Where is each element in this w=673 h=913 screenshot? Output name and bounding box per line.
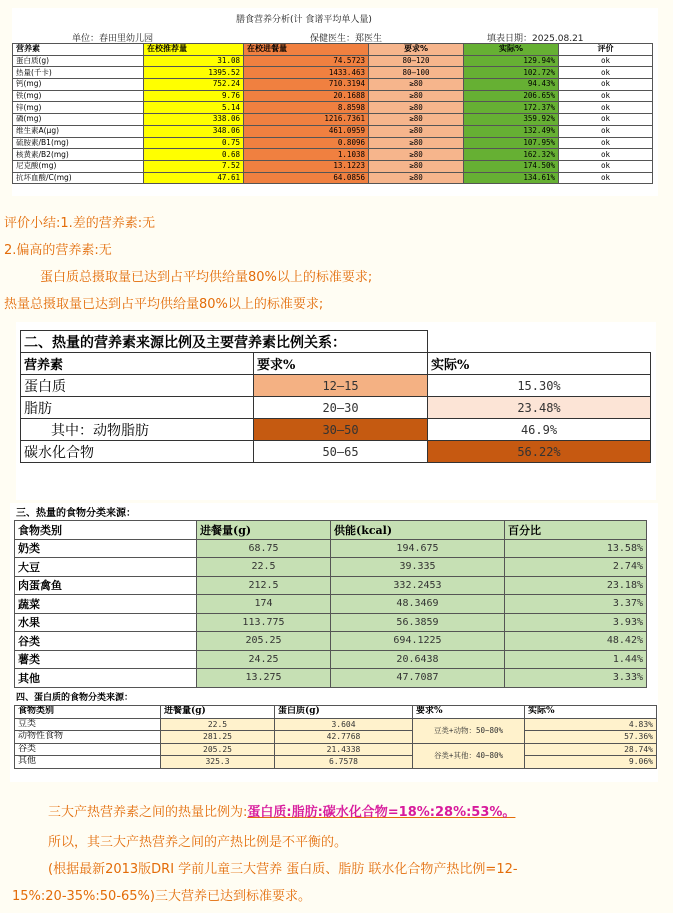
recommended-value: 0.68: [144, 149, 244, 161]
percent-value: 2.74%: [505, 558, 647, 577]
actual-value: 134.61%: [464, 172, 559, 184]
protein-source-table: [14, 705, 657, 769]
table1-doctor: 保健医生：郑医生: [310, 34, 383, 44]
intake-value: 64.0856: [244, 172, 369, 184]
nutrient-name: 蛋白质: [21, 375, 254, 397]
table-row: [21, 419, 651, 441]
energy-value: 332.2453: [331, 576, 505, 595]
required-value: ≥80: [369, 149, 464, 161]
recommended-value: 338.06: [144, 114, 244, 126]
nutrition-table: [12, 43, 653, 184]
table3-title: 三、热量的食物分类来源：: [16, 508, 136, 519]
nutrient-name: 钙(mg): [13, 79, 144, 91]
food-category: 其他: [15, 669, 197, 688]
evaluation: ok: [559, 67, 653, 79]
energy-value: 694.1225: [331, 632, 505, 651]
protein-value: 3.604: [275, 718, 413, 731]
intake-value: 1.1038: [244, 149, 369, 161]
food-category: 谷类: [15, 632, 197, 651]
intake-value: 22.5: [161, 718, 275, 731]
nutrition-analysis-sheet: [12, 8, 658, 196]
table-row: [15, 650, 647, 669]
table-row: [13, 149, 653, 161]
percent-value: 3.33%: [505, 669, 647, 688]
table-row: [21, 441, 651, 463]
actual-value: 57.36%: [525, 731, 657, 744]
table-row: [15, 576, 647, 595]
actual-value: 15.30%: [428, 375, 651, 397]
required-value: ≥80: [369, 137, 464, 149]
table4-title: 四、蛋白质的食物分类来源：: [16, 693, 134, 703]
header-cell: 食物类别: [15, 521, 197, 540]
ratio-value: 蛋白质:脂肪:碳水化合物=18%:28%:53%。: [247, 805, 516, 820]
table-row: [13, 90, 653, 102]
header-cell: 实际%: [464, 44, 559, 56]
nutrient-name: 抗坏血酸/C(mg): [13, 172, 144, 184]
protein-source-sheet: [10, 688, 658, 782]
intake-value: 205.25: [161, 743, 275, 756]
nutrient-name: 其中：动物脂肪: [21, 419, 254, 441]
evaluation: ok: [559, 79, 653, 91]
header-cell: 在校进餐量: [244, 44, 369, 56]
table-row: [13, 55, 653, 67]
energy-source-table: [20, 330, 651, 463]
actual-value: 56.22%: [428, 441, 651, 463]
actual-value: 23.48%: [428, 397, 651, 419]
conclusion-line-4: 15%:20-35%:50-65%)三大营养已达到标准要求。: [12, 889, 311, 904]
evaluation: ok: [559, 137, 653, 149]
nutrient-name: 维生素A(μg): [13, 125, 144, 137]
nutrient-name: 碳水化合物: [21, 441, 254, 463]
header-cell: 在校推荐量: [144, 44, 244, 56]
intake-value: 113.775: [197, 613, 331, 632]
table1-unit: 单位：春田里幼儿园: [72, 34, 154, 44]
header-cell: 食物类别: [15, 706, 161, 719]
protein-value: 6.7578: [275, 756, 413, 769]
header-cell: 营养素: [21, 353, 254, 375]
food-energy-table: [14, 520, 647, 688]
header-cell: 要求%: [254, 353, 428, 375]
energy-value: 194.675: [331, 539, 505, 558]
evaluation: ok: [559, 114, 653, 126]
intake-value: 20.1688: [244, 90, 369, 102]
intake-value: 205.25: [197, 632, 331, 651]
intake-value: 281.25: [161, 731, 275, 744]
nutrient-name: 蛋白质(g): [13, 55, 144, 67]
food-category: 奶类: [15, 539, 197, 558]
food-category: 豆类: [15, 718, 161, 731]
percent-value: 48.42%: [505, 632, 647, 651]
conclusion-line-3: (根据最新2013版DRI 学前儿童三大营养 蛋白质、脂肪 联水化合物产热比例=12-: [48, 862, 518, 877]
required-value: ≥80: [369, 114, 464, 126]
intake-value: 13.1223: [244, 160, 369, 172]
table-row: [21, 397, 651, 419]
evaluation: ok: [559, 125, 653, 137]
required-value: 50—65: [254, 441, 428, 463]
evaluation: ok: [559, 172, 653, 184]
table-row: [15, 613, 647, 632]
table-row: [15, 539, 647, 558]
nutrient-name: 核黄素/B2(mg): [13, 149, 144, 161]
conclusion-ratio: [48, 801, 515, 820]
header-cell: 要求%: [369, 44, 464, 56]
food-category: 肉蛋禽鱼: [15, 576, 197, 595]
table1-title: 膳食营养分析(计 食谱平均单人量): [236, 15, 372, 25]
required-value: ≥80: [369, 90, 464, 102]
table-header-row: [15, 706, 657, 719]
header-cell: 实际%: [525, 706, 657, 719]
energy-value: 47.7087: [331, 669, 505, 688]
table-row: [15, 743, 657, 756]
intake-value: 24.25: [197, 650, 331, 669]
table2-title: 二、热量的营养素来源比例及主要营养素比例关系：: [21, 331, 428, 353]
required-value: 12—15: [254, 375, 428, 397]
intake-value: 212.5: [197, 576, 331, 595]
evaluation: ok: [559, 160, 653, 172]
intake-value: 1216.7361: [244, 114, 369, 126]
actual-value: 4.83%: [525, 718, 657, 731]
table-row: [21, 375, 651, 397]
intake-value: 22.5: [197, 558, 331, 577]
table-row: [13, 137, 653, 149]
percent-value: 3.93%: [505, 613, 647, 632]
ratio-prefix: 三大产热营养素之间的热量比例为:: [48, 805, 248, 820]
required-value: ≥80: [369, 125, 464, 137]
header-cell: 营养素: [13, 44, 144, 56]
required-value: 30—50: [254, 419, 428, 441]
table-row: [15, 669, 647, 688]
table-header-row: [13, 44, 653, 56]
header-cell: 供能(kcal): [331, 521, 505, 540]
energy-value: 20.6438: [331, 650, 505, 669]
actual-value: 359.92%: [464, 114, 559, 126]
actual-value: 129.94%: [464, 55, 559, 67]
protein-value: 42.7768: [275, 731, 413, 744]
recommended-value: 47.61: [144, 172, 244, 184]
actual-value: 9.06%: [525, 756, 657, 769]
summary-line-4: 热量总摄取量已达到占平均供给量80%以上的标准要求;: [4, 297, 324, 312]
table-row: [15, 632, 647, 651]
intake-value: 461.0959: [244, 125, 369, 137]
table-row: [15, 558, 647, 577]
intake-value: 68.75: [197, 539, 331, 558]
energy-source-sheet: [16, 322, 656, 500]
intake-value: 74.5723: [244, 55, 369, 67]
evaluation: ok: [559, 55, 653, 67]
table-row: [13, 102, 653, 114]
food-category: 大豆: [15, 558, 197, 577]
actual-value: 162.32%: [464, 149, 559, 161]
table1-date: 填表日期：2025.08.21: [487, 34, 584, 44]
nutrient-name: 脂肪: [21, 397, 254, 419]
required-value: 20—30: [254, 397, 428, 419]
intake-value: 8.8598: [244, 102, 369, 114]
percent-value: 3.37%: [505, 595, 647, 614]
requirement-value: 谷类+其他：40~80%: [413, 743, 525, 768]
intake-value: 1433.463: [244, 67, 369, 79]
intake-value: 710.3194: [244, 79, 369, 91]
intake-value: 325.3: [161, 756, 275, 769]
table-row: [15, 731, 657, 744]
header-cell: 要求%: [413, 706, 525, 719]
intake-value: 0.8096: [244, 137, 369, 149]
food-energy-sheet: [10, 503, 658, 688]
header-cell: 评价: [559, 44, 653, 56]
food-category: 谷类: [15, 743, 161, 756]
required-value: 80—120: [369, 55, 464, 67]
evaluation: ok: [559, 149, 653, 161]
food-category: 其他: [15, 756, 161, 769]
requirement-value: 豆类+动物：50~80%: [413, 718, 525, 743]
nutrient-name: 锌(mg): [13, 102, 144, 114]
table-row: [15, 595, 647, 614]
required-value: ≥80: [369, 102, 464, 114]
evaluation: ok: [559, 90, 653, 102]
recommended-value: 7.52: [144, 160, 244, 172]
actual-value: 174.50%: [464, 160, 559, 172]
energy-value: 39.335: [331, 558, 505, 577]
nutrient-name: 热量(千卡): [13, 67, 144, 79]
recommended-value: 31.08: [144, 55, 244, 67]
actual-value: 94.43%: [464, 79, 559, 91]
actual-value: 172.37%: [464, 102, 559, 114]
recommended-value: 1395.52: [144, 67, 244, 79]
actual-value: 206.65%: [464, 90, 559, 102]
percent-value: 23.18%: [505, 576, 647, 595]
table-row: [13, 114, 653, 126]
required-value: ≥80: [369, 160, 464, 172]
recommended-value: 9.76: [144, 90, 244, 102]
nutrient-name: 尼克酸(mg): [13, 160, 144, 172]
table-row: [13, 160, 653, 172]
header-cell: 蛋白质(g): [275, 706, 413, 719]
recommended-value: 5.14: [144, 102, 244, 114]
table-row: [13, 125, 653, 137]
summary-line-1: 评价小结:1.差的营养素:无: [4, 216, 156, 231]
summary-line-2: 2.偏高的营养素:无: [4, 243, 112, 258]
table-header-row: [15, 521, 647, 540]
table-row: [13, 67, 653, 79]
table-row: [13, 172, 653, 184]
header-cell: 实际%: [428, 353, 651, 375]
recommended-value: 0.75: [144, 137, 244, 149]
nutrient-name: 磷(mg): [13, 114, 144, 126]
table-header-row: [21, 353, 651, 375]
food-category: 水果: [15, 613, 197, 632]
percent-value: 13.58%: [505, 539, 647, 558]
energy-value: 48.3469: [331, 595, 505, 614]
actual-value: 107.95%: [464, 137, 559, 149]
actual-value: 102.72%: [464, 67, 559, 79]
header-cell: 进餐量(g): [197, 521, 331, 540]
food-category: 蔬菜: [15, 595, 197, 614]
energy-value: 56.3859: [331, 613, 505, 632]
actual-value: 28.74%: [525, 743, 657, 756]
summary-line-3: 蛋白质总摄取量已达到占平均供给量80%以上的标准要求;: [40, 270, 373, 285]
protein-value: 21.4338: [275, 743, 413, 756]
food-category: 动物性食物: [15, 731, 161, 744]
table-row: [15, 718, 657, 731]
table-row: [15, 756, 657, 769]
header-cell: 进餐量(g): [161, 706, 275, 719]
food-category: 薯类: [15, 650, 197, 669]
percent-value: 1.44%: [505, 650, 647, 669]
required-value: ≥80: [369, 79, 464, 91]
required-value: 80—100: [369, 67, 464, 79]
conclusion-line-2: 所以，其三大产热营养之间的产热比例是不平衡的。: [48, 835, 348, 850]
actual-value: 46.9%: [428, 419, 651, 441]
recommended-value: 752.24: [144, 79, 244, 91]
nutrient-name: 硫胺素/B1(mg): [13, 137, 144, 149]
recommended-value: 348.06: [144, 125, 244, 137]
table-row: [13, 79, 653, 91]
required-value: ≥80: [369, 172, 464, 184]
intake-value: 13.275: [197, 669, 331, 688]
header-cell: 百分比: [505, 521, 647, 540]
evaluation: ok: [559, 102, 653, 114]
intake-value: 174: [197, 595, 331, 614]
actual-value: 132.49%: [464, 125, 559, 137]
nutrient-name: 铁(mg): [13, 90, 144, 102]
